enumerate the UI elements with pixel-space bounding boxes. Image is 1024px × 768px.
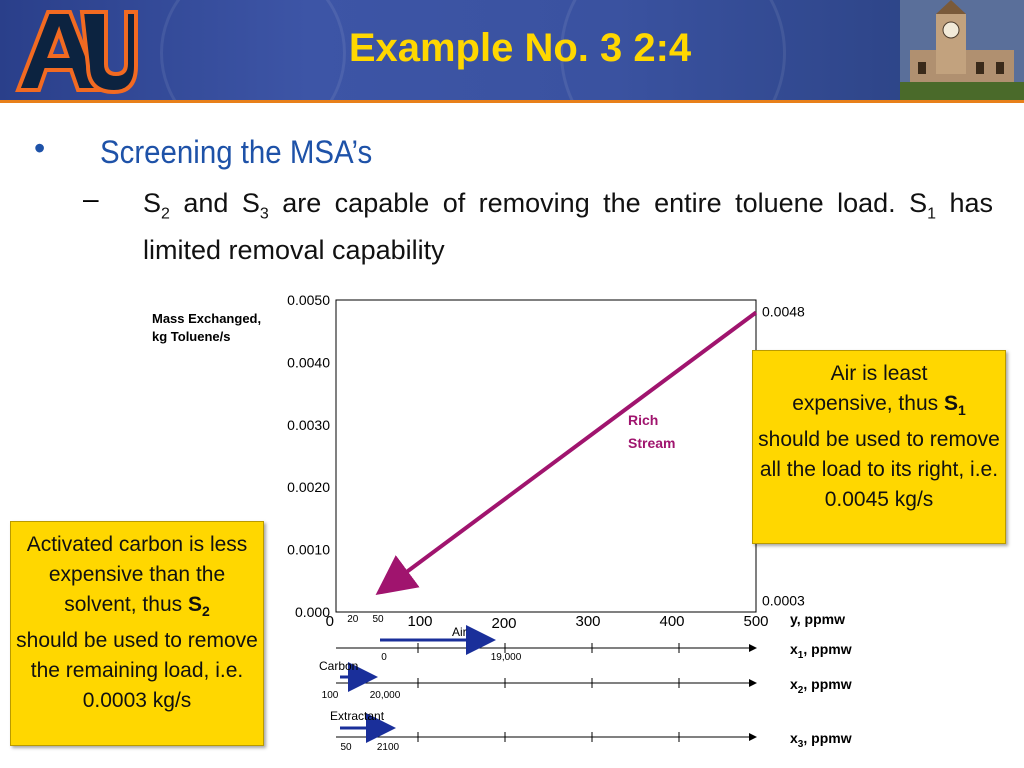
air-callout-rest: should be used to remove all the load to its right, i.e. 0.0045 kg/s (758, 428, 1000, 512)
x-minor-tick-label: 20 (347, 614, 359, 625)
slide-title: Example No. 3 2:4 (348, 26, 692, 70)
lean-scale-left-value: 0 (381, 652, 387, 663)
lean-scale-axis-label: $x_3$, ppmw (790, 730, 852, 750)
carbon-callout (10, 521, 264, 746)
lean-stream-label: Air (452, 625, 467, 639)
lean-scale-right-value: 2100 (376, 742, 400, 753)
y-tick-label: 0.0050 (287, 292, 330, 308)
air-callout-line2: expensive, thus (792, 392, 944, 415)
lean-scale-right-value: 19,000 (490, 652, 522, 663)
y-tick-label: 0.0010 (287, 541, 330, 558)
y-axis-label-line1: Mass Exchanged, (152, 311, 262, 326)
lean-scale-axis-label: $x_1$, ppmw (790, 641, 852, 661)
y-axis-label (152, 310, 261, 346)
rich-stream-label: Rich (628, 412, 659, 428)
y-axis-label-line2: kg Toluene/s (152, 329, 231, 344)
top-value-annotation: 0.0048 (762, 303, 805, 320)
y-tick-label: 0.0030 (287, 416, 330, 433)
y-tick-label: 0.0020 (287, 479, 330, 496)
lean-scale-axis-label: $x_2$, ppmw (790, 676, 852, 696)
carbon-callout-s: S (187, 593, 202, 616)
lean-stream-label: Extractant (330, 709, 385, 723)
dash-marker: – (83, 183, 99, 214)
lean-scale-air (336, 625, 852, 663)
y-tick-label: 0.000 (294, 604, 330, 620)
x-tick-label: 300 (575, 613, 601, 630)
bullet-marker: • (34, 130, 46, 166)
x-axis-label: y, ppmw (790, 611, 845, 627)
x-tick-label: 0 (325, 613, 334, 630)
air-callout-sub: 1 (957, 402, 966, 419)
x-tick-label: 500 (743, 613, 769, 630)
lean-scale-carbon (319, 659, 852, 701)
chart-axes (336, 300, 756, 612)
air-callout (752, 350, 1006, 544)
x-tick-label: 400 (659, 613, 685, 630)
x-tick-label: 100 (407, 613, 433, 630)
lean-scale-left-value: 50 (340, 742, 352, 753)
bullet-text: Screening the MSA’s (100, 134, 373, 170)
x-tick-label: 200 (491, 615, 517, 632)
bottom-value-annotation: 0.0003 (762, 592, 805, 609)
x-minor-tick-label: 50 (372, 614, 384, 625)
rich-stream-label: Stream (628, 435, 676, 451)
air-callout-s: S (943, 392, 958, 415)
lean-stream-label: Carbon (319, 659, 359, 673)
air-callout-line1: Air is least (830, 362, 928, 385)
plot-frame (336, 300, 756, 612)
lean-scale-right-value: 20,000 (369, 690, 401, 701)
y-tick-label: 0.0040 (287, 354, 330, 371)
carbon-callout-rest: should be used to remove the remaining load, i.e. 0.0003 kg/s (16, 629, 258, 713)
lean-scale-left-value: 100 (321, 690, 339, 701)
lean-scale-extractant (330, 709, 852, 753)
carbon-callout-text: Activated carbon is less expensive than the solvent, thus (26, 533, 248, 616)
sub-bullet-text: $S_2$ and $S_3$ are capable of removing the entire toluene load. $S_1$ has limited removal capability (143, 188, 994, 266)
lean-stream-scales (319, 625, 852, 753)
carbon-callout-sub: 2 (201, 603, 210, 620)
